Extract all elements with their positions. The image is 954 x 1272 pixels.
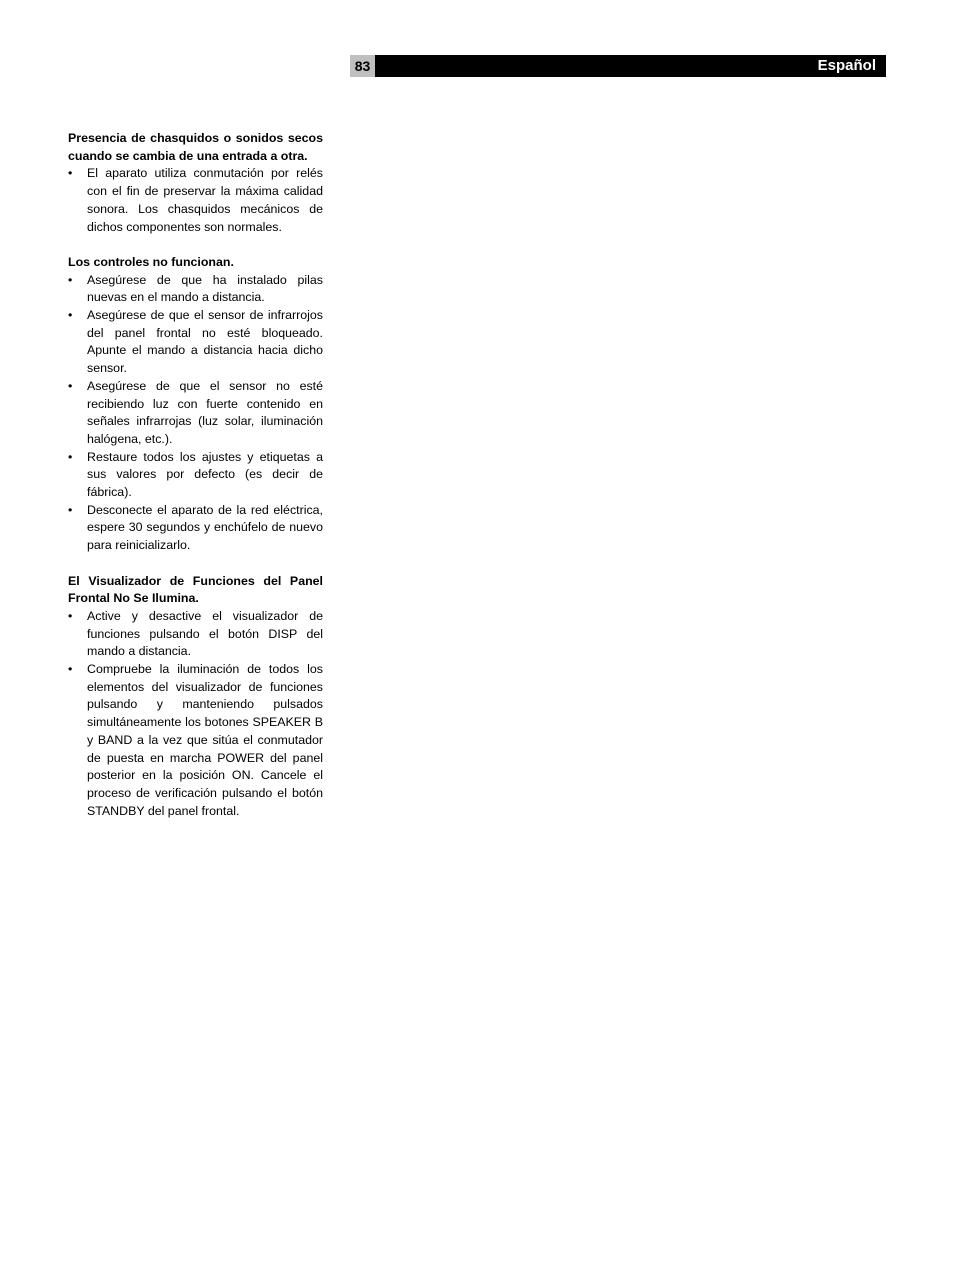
section-title: Español	[817, 57, 876, 74]
list-item-text: Asegúrese de que el sensor no esté recibiendo luz con fuerte contenido en señales infrarrojas (luz solar, iluminación halógena, etc.).	[87, 378, 323, 446]
list-item	[68, 449, 323, 502]
list-item-text: Restaure todos los ajustes y etiquetas a sus valores por defecto (es decir de fábrica).	[87, 449, 323, 500]
list-item	[68, 502, 323, 555]
bullet-list	[68, 272, 323, 555]
list-item-text: Compruebe la iluminación de todos los elementos del visualizador de funciones pulsando y manteniendo pulsados simultáneamente los botones SPEAKER B y BAND a la vez que sitúa el conmutador de puesta en marcha POWER del panel posterior en la posición ON. Cancele el proceso de verificación pulsando el botón STANDBY del panel frontal.	[87, 662, 323, 818]
bullet-icon: •	[68, 502, 73, 517]
bullet-icon: •	[68, 449, 73, 464]
troubleshooting-section	[68, 573, 323, 821]
list-item	[68, 661, 323, 820]
list-item-text: Asegúrese de que el sensor de infrarrojos del panel frontal no esté bloqueado. Apunte el mando a distancia hacia dicho sensor.	[87, 308, 323, 376]
section-heading: El Visualizador de Funciones del Panel Frontal No Se Ilumina.	[68, 573, 323, 606]
bullet-icon: •	[68, 272, 73, 287]
bullet-icon: •	[68, 608, 73, 623]
section-heading: Los controles no funcionan.	[68, 254, 234, 269]
section-heading: Presencia de chasquidos o sonidos secos cuando se cambia de una entrada a otra.	[68, 131, 323, 163]
list-item	[68, 378, 323, 449]
list-item	[68, 608, 323, 661]
page-header	[350, 55, 886, 77]
bullet-icon: •	[68, 378, 73, 393]
troubleshooting-section	[68, 254, 323, 555]
list-item	[68, 165, 323, 236]
bullet-icon: •	[68, 308, 73, 323]
list-item	[68, 272, 323, 307]
list-item-text: El aparato utiliza conmutación por relés con el fin de preservar la máxima calidad sonora. Los chasquidos mecánicos de dichos componentes son normales.	[87, 166, 323, 234]
list-item-text: Asegúrese de que ha instalado pilas nuevas en el mando a distancia.	[87, 272, 323, 305]
bullet-icon: •	[68, 166, 73, 181]
list-item-text: Desconecte el aparato de la red eléctrica, espere 30 segundos y enchúfelo de nuevo para reinicializarlo.	[87, 502, 323, 553]
troubleshooting-section	[68, 130, 323, 236]
page-number: 83	[350, 55, 375, 77]
bullet-list	[68, 608, 323, 820]
bullet-icon: •	[68, 662, 73, 677]
text-column	[68, 130, 323, 838]
list-item-text: Active y desactive el visualizador de funciones pulsando el botón DISP del mando a distancia.	[87, 608, 323, 659]
list-item	[68, 307, 323, 378]
bullet-list	[68, 165, 323, 236]
